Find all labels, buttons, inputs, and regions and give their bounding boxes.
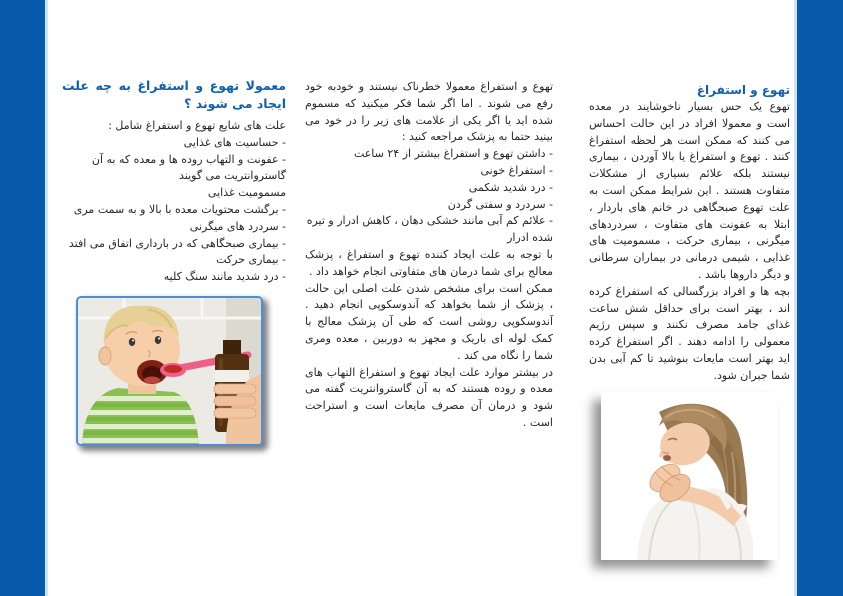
cause-item: - بیماری صبحگاهی که در بارداری اتفاق می افتد bbox=[68, 236, 286, 250]
panel-warning-signs bbox=[305, 79, 553, 432]
girl-coughing-photo bbox=[601, 392, 777, 560]
left-blue-stripe bbox=[0, 0, 45, 596]
overview-paragraph-2: بچه ها و افراد بزرگسالی که استفراغ کرده اند ، بهتر است برای حداقل شش ساعت غذای جامد مصرف نکنند و سپس رژیم معمولی را ادامه دهند . اگر استفراغ کرده اید بهتر است مایعات بنوشید تا کم آبی بدن شما جبران شود. bbox=[589, 284, 790, 382]
section-title-nausea-vomiting: تهوع و استفراغ bbox=[696, 83, 790, 97]
treatment-paragraph: با توجه به علت ایجاد کننده تهوع و استفراغ ، پزشک معالج برای شما درمان های متفاوتی انجام خواهد داد . bbox=[305, 247, 553, 278]
girl-coughing-illustration bbox=[601, 392, 777, 560]
cause-item: - سردرد های میگرنی bbox=[189, 219, 286, 233]
warning-intro-paragraph: تهوع و استفراغ معمولا خطرناک نیستند و خودبه خود رفع می شوند . اما اگر شما فکر میکنید که مسموم شده اید یا اگر یکی از علامت های زیر را در خود می بینید حتما به پزشک مراجعه کنید : bbox=[305, 80, 553, 144]
panel-overview bbox=[589, 82, 790, 560]
right-stripe-light-edge bbox=[794, 0, 797, 596]
left-stripe-light-edge bbox=[45, 0, 48, 596]
cause-item: - درد شدید مانند سنگ کلیه bbox=[163, 270, 286, 284]
symptom-item: - استفراغ خونی bbox=[480, 163, 553, 177]
cause-item: - بیماری حرکت bbox=[216, 253, 286, 267]
toddler-medicine-photo bbox=[76, 296, 263, 446]
cause-item: - عفونت و التهاب روده ها و معده که به آن گاستروانتریت می گویند bbox=[91, 152, 286, 183]
cause-item: - برگشت محتویات معده با بالا و به سمت مری bbox=[73, 202, 286, 216]
symptom-item: - داشتن تهوع و استفراغ بیشتر از ۲۴ ساعت bbox=[353, 147, 553, 161]
cause-item: - حساسیت های غذایی bbox=[183, 135, 286, 149]
endoscopy-paragraph: ممکن است برای مشخص شدن علت اصلی این حالت ، پزشک از شما بخواهد که آندوسکوپی انجام دهید . آندوسکوپی روشی است که طی آن پزشک معالج با کمک لوله ای باریک و مجهز به دوربین ، معده ومری شما را نگاه می کند . bbox=[305, 281, 553, 362]
cause-item: مسمومیت غذایی bbox=[207, 186, 286, 200]
gastroenteritis-paragraph: در بیشتر موارد علت ایجاد تهوع و استفراغ التهاب های معده و روده هستند که به آن گاستروانتریت گفته می شود و درمان آن مصرف مایعات است و استراحت است . bbox=[305, 365, 553, 429]
symptom-item: - درد شدید شکمی bbox=[468, 180, 553, 194]
panel-causes bbox=[62, 77, 286, 446]
right-blue-stripe bbox=[797, 0, 843, 596]
symptom-item: - سردرد و سفتی گردن bbox=[447, 197, 553, 211]
section-title-causes: معمولا تهوع و استفراغ به چه علت ایجاد می شوند ؟ bbox=[62, 78, 286, 111]
toddler-medicine-illustration bbox=[78, 298, 261, 444]
symptom-item: - علائم کم آبی مانند خشکی دهان ، کاهش ادرار و تیره شده ادرار bbox=[306, 214, 553, 245]
causes-intro: علت های شایع تهوع و استفراغ شامل : bbox=[108, 119, 286, 132]
overview-paragraph-1: تهوع یک حس بسیار ناخوشایند در معده است و معمولا افراد در این حالت احساس می کنند که ممکن است هر لحظه استفراغ کنند . تهوع و استفراغ یا بالا آوردن ، بیماری نیستند بلکه علائم بسیاری از مشکلات متفاوت هستند . این شرایط ممکن است به علت تهوع صبحگاهی در خانم های باردار ، ابتلا به عفونت های متفاوت ، سردردهای میگرنی ، بیماری حرکت ، مسمومیت های غذایی ، شیمی درمانی در بیماران سرطانی و دیگر داروها باشد . bbox=[589, 100, 790, 281]
